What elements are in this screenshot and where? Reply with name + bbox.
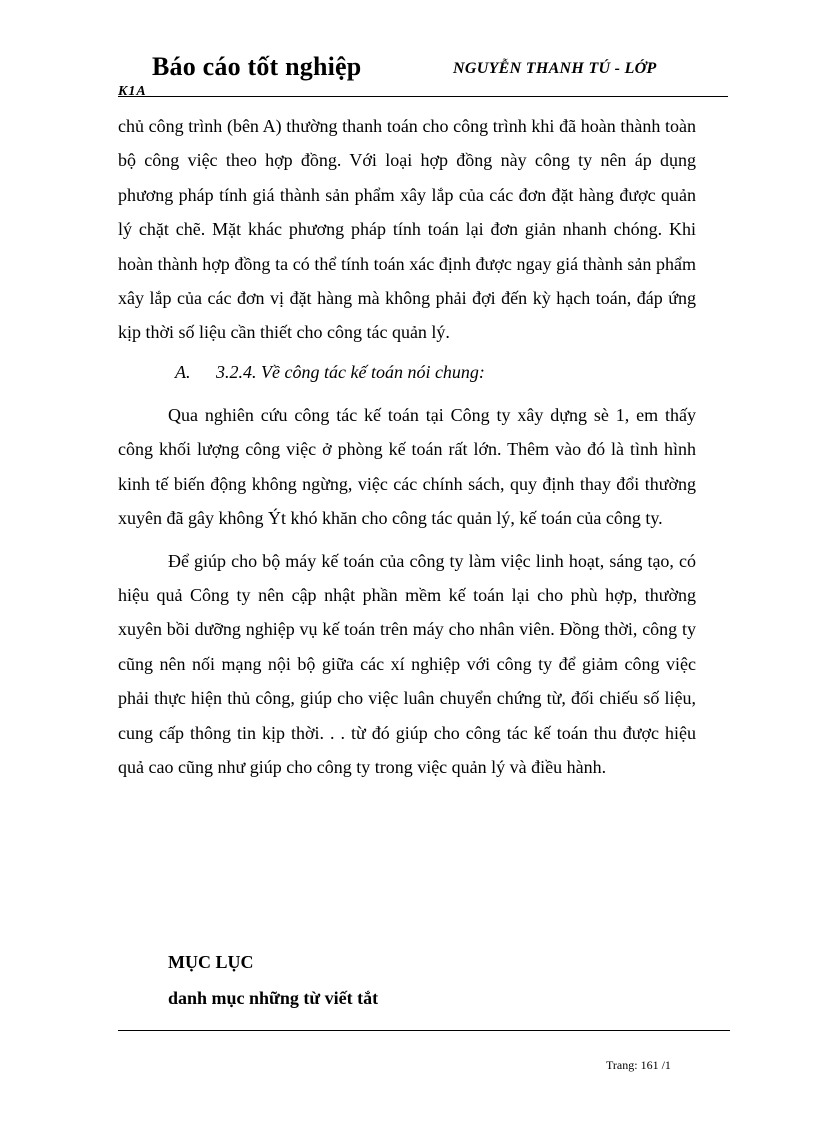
body-text-bottom [118, 398, 696, 784]
abbreviations-heading: danh mục những từ viết tắt [168, 988, 379, 1008]
body-text-top [118, 109, 696, 350]
paragraph: chủ công trình (bên A) thường thanh toán cho công trình khi đã hoàn thành toàn bộ công việc theo hợp đồng. Với loại hợp đồng này công ty nên áp dụng phương pháp tính giá thành sản phẩm xây lắp của các đơn đặt hàng được quản lý chặt chẽ. Mặt khác phương pháp tính toán lại đơn giản nhanh chóng. Khi hoàn thành hợp đồng ta có thể tính toán xác định được ngay giá thành sản phẩm xây lắp của các đơn vị đặt hàng mà không phải đợi đến kỳ hạch toán, đáp ứng kịp thời số liệu cần thiết cho công tác quản lý. [118, 116, 696, 343]
header-divider [118, 96, 728, 97]
report-title: Báo cáo tốt nghiệp [152, 52, 362, 81]
author-class: K1A [118, 84, 147, 99]
section-marker: A. [175, 362, 191, 382]
paragraph: Để giúp cho bộ máy kế toán của công ty làm việc linh hoạt, sáng tạo, có hiệu quả Công ty nên cập nhật phần mềm kế toán lại cho phù hợp, thường xuyên bồi dưỡng nghiệp vụ kế toán trên máy cho nhân viên. Đồng thời, công ty cũng nên nối mạng nội bộ giữa các xí nghiệp với công ty để giảm công việc phải thực hiện thủ công, giúp cho việc luân chuyển chứng từ, đối chiếu số liệu, cung cấp thông tin kịp thời. . . từ đó giúp cho công tác kế toán thu được hiệu quả cao cũng như giúp cho công ty trong việc quản lý và điều hành. [118, 550, 696, 778]
paragraph: Qua nghiên cứu công tác kế toán tại Công ty xây dựng sè 1, em thấy công khối lượng công việc ở phòng kế toán rất lớn. Thêm vào đó là tình hình kinh tế biến động không ngừng, việc các chính sách, quy định thay đổi thường xuyên đã gây không Ýt khó khăn cho công tác quản lý, kế toán của công ty. [118, 405, 696, 529]
footer-divider [118, 1030, 730, 1031]
author-name: NGUYỄN THANH TÚ - LỚP [453, 60, 657, 77]
section-title: 3.2.4. Về công tác kế toán nói chung: [216, 362, 485, 382]
page-number: Trang: 161 /1 [606, 1058, 671, 1072]
toc-heading: MỤC LỤC [168, 952, 254, 972]
section-heading [175, 362, 485, 383]
